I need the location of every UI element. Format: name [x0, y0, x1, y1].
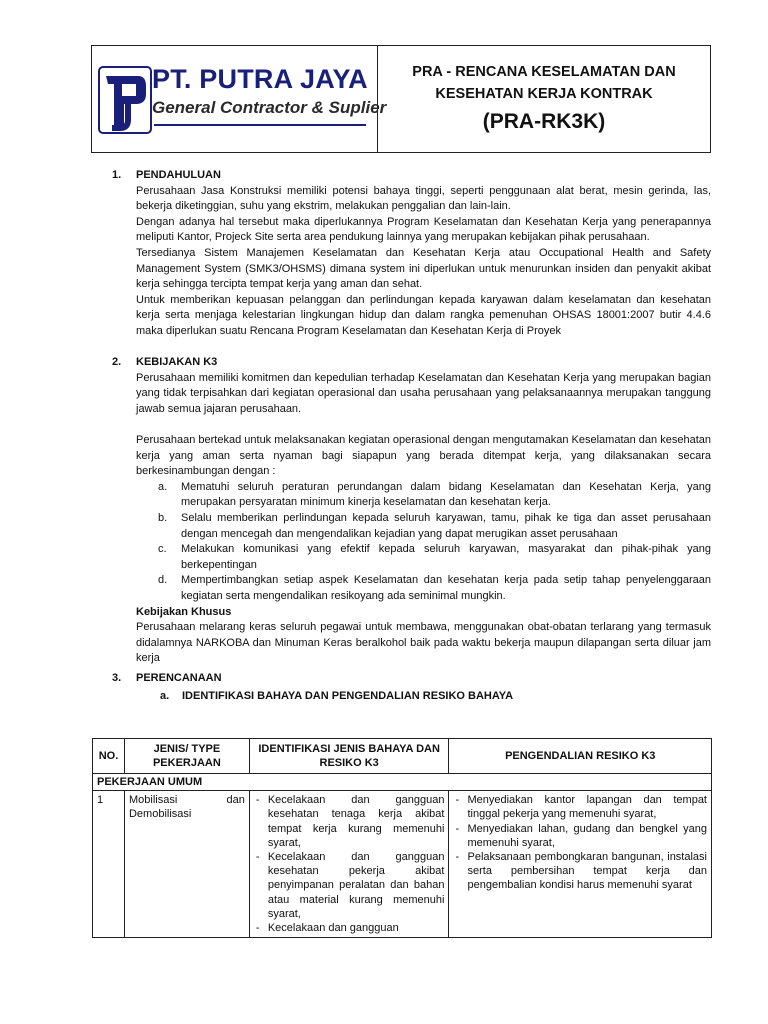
section-pendahuluan: [104, 168, 711, 340]
job-type-cell: [124, 791, 249, 938]
document-code: (PRA-RK3K): [482, 110, 606, 133]
list-text: Melakukan komunikasi yang efektif kepada seluruh karyawan, masyarakat dan pihak-pihak yang berkepentingan: [181, 543, 711, 571]
table-row: [93, 791, 712, 938]
list-item: [136, 573, 711, 604]
list-letter: a.: [158, 480, 168, 493]
paragraph: Perusahaan Jasa Konstruksi memiliki potensi bahaya tinggi, seperti penggunaan alat berat, mesin gerinda, las, bekerja diketinggian, suhu yang ekstrim, melakukan penggalian dan lain-lain.: [136, 184, 711, 213]
category-row: [93, 774, 712, 791]
list-item: [136, 542, 711, 573]
hazard-item: - Kecelakaan dan gangguan kesehatan tenaga kerja akibat tempat kerja kurang memenuhi syarat,: [254, 793, 445, 850]
paragraph: Tersedianya Sistem Manajemen Keselamatan dan Kesehatan Kerja atau Occupational Health and Safety Management System (SMK3/OHSMS) dimana system ini diperlukan untuk menurunkan insiden dan penyakit akibat kerja sehingga tercipta tempat kerja yang aman dan sehat.: [136, 246, 711, 291]
list-letter: c.: [158, 543, 167, 556]
header-job-type: JENIS/ TYPE PEKERJAAN: [124, 739, 249, 774]
section-title: KEBIJAKAN K3: [136, 356, 218, 369]
list-letter: b.: [158, 512, 168, 525]
section-title: PERENCANAAN: [136, 672, 222, 684]
row-number: 1: [93, 791, 125, 938]
header-control: PENGENDALIAN RESIKO K3: [449, 739, 712, 774]
hazard-table: [92, 738, 712, 938]
paragraph: Perusahaan bertekad untuk melaksanakan kegiatan operasional dengan mengutamakan Keselamatan dan kesehatan kerja yang aman serta nyaman bagi siapapun yang berada ditempat kerja, yang dilaksanakan secara berkesinambungan dengan :: [136, 434, 711, 478]
section-title: PENDAHULUAN: [136, 169, 221, 181]
logo-underline: [154, 124, 366, 126]
paragraph: Untuk memberikan kepuasan pelanggan dan perlindungan kepada karyawan dalam keselamatan dan kesehatan kerja serta menjaga kelestarian lingkungan hidup dan dalam rangka pemenuhan OHSAS 18001:2007 butir 4.4.6 maka diperlukan suatu Rencana Program Keselamatan dan Kesehatan Kerja di Proyek: [136, 293, 711, 337]
hazard-cell: [249, 791, 449, 938]
company-logo: [92, 46, 387, 152]
section-perencanaan: [104, 671, 711, 704]
table-header-row: [93, 739, 712, 774]
paragraph: Dengan adanya hal tersebut maka diperlukannya Program Keselamatan dan Kesehatan Kerja yang penerapannya meliputi Kantor, Projeck Site serta area pendukung lainnya yang merupakan kebijakan pihak perusahaan.: [136, 215, 711, 244]
company-tagline: General Contractor & Suplier: [152, 98, 387, 117]
header-no: NO.: [93, 739, 125, 774]
control-item: - Menyediakan kantor lapangan dan tempat tinggal pekerja yang memenuhi syarat,: [453, 793, 707, 821]
pj-logo-icon: [98, 66, 152, 134]
paragraph: Perusahaan memiliki komitmen dan kepedulian terhadap Keselamatan dan Kesehatan Kerja yang merupakan bagian yang tidak terpisahkan dari kegiatan operasional dan usaha perusahaan yang pelaksanaannya merupakan tanggung jawab semua jajaran perusahaan.: [136, 371, 711, 415]
header-hazard: IDENTIFIKASI JENIS BAHAYA DAN RESIKO K3: [249, 739, 449, 774]
control-item: - Menyediakan lahan, gudang dan bengkel yang memenuhi syarat,: [453, 822, 707, 850]
document-header: [91, 45, 711, 153]
list-text: Mempertimbangkan setiap aspek Keselamatan dan kesehatan kerja pada setip tahap penyelenggaraan kegiatan serta mengendalikan resikoyang ada seminimal mungkin.: [181, 574, 711, 603]
job-word: Demobilisasi: [128, 808, 192, 821]
control-cell: [449, 791, 712, 938]
control-item: - Pelaksanaan pembongkaran bangunan, instalasi serta pembersihan tempat kerja dan pengembalian kondisi harus memenuhi syarat: [453, 850, 707, 893]
title-line-1: PRA - RENCANA KESELAMATAN DAN: [412, 64, 676, 80]
title-line-2: KESEHATAN KERJA KONTRAK: [435, 86, 653, 102]
company-name: PT. PUTRA JAYA: [152, 64, 368, 94]
section-number: 1.: [112, 169, 122, 181]
hazard-item: - Kecelakaan dan gangguan kesehatan pekerja akibat penyimpanan peralatan dan bahan atau material kurang memenuhi syarat,: [254, 850, 445, 921]
subsection-title: IDENTIFIKASI BAHAYA DAN PENGENDALIAN RESIKO BAHAYA: [182, 689, 514, 702]
section-number: 2.: [112, 356, 122, 369]
special-policy-title: Kebijakan Khusus: [136, 605, 232, 618]
category-label: PEKERJAAN UMUM: [93, 774, 712, 791]
list-text: Selalu memberikan perlindungan kepada seluruh karyawan, tamu, pihak ke tiga dan asset perusahaan dengan mencegah dan mengendalikan kejadian yang dapat merugikan asset perusahaan: [181, 512, 711, 540]
subsection-letter: a.: [160, 689, 170, 702]
section-kebijakan-k3: [104, 355, 711, 667]
document-title-block: [378, 46, 710, 152]
job-word: dan: [226, 794, 245, 807]
list-text: Mematuhi seluruh peraturan perundangan dalam bidang Keselamatan dan Kesehatan Kerja, yang merupakan persyaratan minimum kinerja keselamatan dan kesehatan kerja.: [181, 480, 711, 509]
hazard-item: - Kecelakaan dan gangguan: [254, 921, 445, 935]
list-letter: d.: [158, 574, 168, 587]
list-item: [136, 480, 711, 511]
paragraph: Perusahaan melarang keras seluruh pegawai untuk membawa, menggunakan obat-obatan terlarang yang termasuk didalamnya NARKOBA dan Minuman Keras beralkohol baik pada waktu bekerja maupun dilapangan serta diluar jam kerja: [136, 621, 711, 665]
document-body: [104, 168, 711, 704]
list-item: [136, 511, 711, 542]
subsection-heading: [136, 689, 711, 705]
job-word: Mobilisasi: [128, 794, 178, 807]
section-number: 3.: [112, 672, 122, 684]
